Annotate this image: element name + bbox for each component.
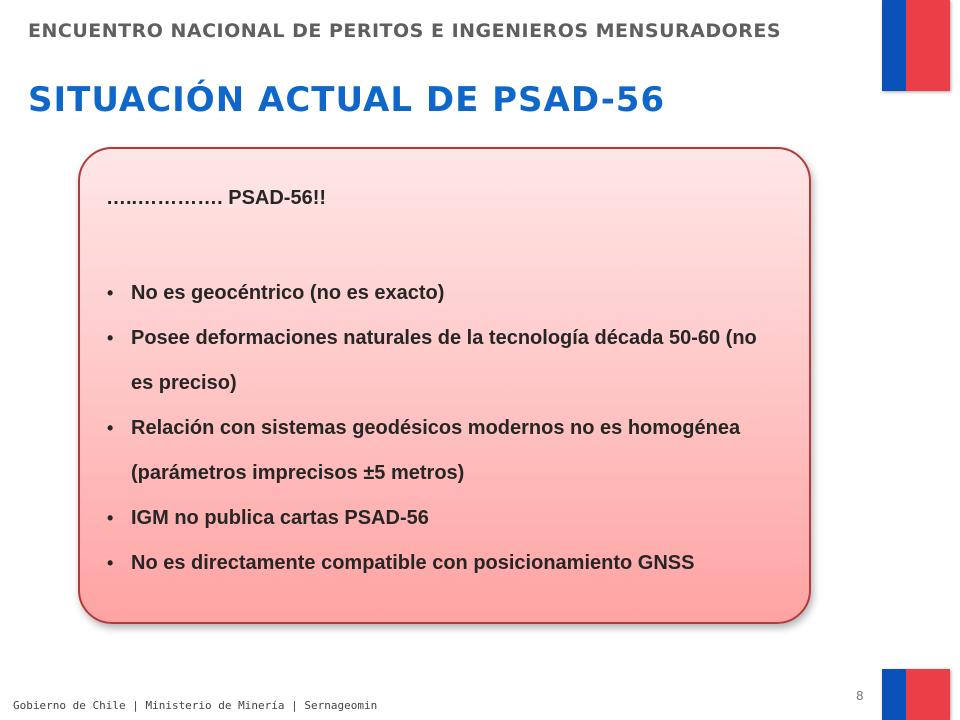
footer-organization: Gobierno de Chile | Ministerio de Minería | Sernageomin bbox=[13, 699, 378, 712]
chile-flag-emblem-bottom bbox=[882, 669, 950, 720]
bullet-icon: • bbox=[107, 418, 114, 438]
bullet-icon: • bbox=[107, 328, 114, 348]
list-item bbox=[80, 406, 809, 496]
slide-title: SITUACIÓN ACTUAL DE PSAD-56 bbox=[28, 80, 666, 120]
bullet-icon: • bbox=[107, 508, 114, 528]
list-item bbox=[80, 271, 809, 316]
bullet-icon: • bbox=[107, 553, 114, 573]
page-number: 8 bbox=[856, 689, 864, 703]
bullet-text: Posee deformaciones naturales de la tecnología década 50-60 (no es preciso) bbox=[131, 327, 757, 394]
intro-line: …..…………. PSAD-56!! bbox=[106, 187, 327, 209]
bullet-icon: • bbox=[107, 283, 114, 303]
event-title: ENCUENTRO NACIONAL DE PERITOS E INGENIEROS MENSURADORES bbox=[28, 20, 782, 42]
list-item bbox=[80, 316, 809, 406]
bullet-text: No es directamente compatible con posicionamiento GNSS bbox=[131, 552, 695, 574]
bullet-text: No es geocéntrico (no es exacto) bbox=[131, 282, 445, 304]
list-item bbox=[80, 541, 809, 586]
bullet-text: IGM no publica cartas PSAD-56 bbox=[131, 507, 429, 529]
content-callout bbox=[78, 147, 811, 624]
list-item bbox=[80, 496, 809, 541]
bullet-list bbox=[80, 271, 809, 586]
chile-flag-emblem-top bbox=[882, 0, 950, 91]
bullet-text: Relación con sistemas geodésicos modernos no es homogénea (parámetros imprecisos ±5 metros) bbox=[131, 417, 741, 484]
